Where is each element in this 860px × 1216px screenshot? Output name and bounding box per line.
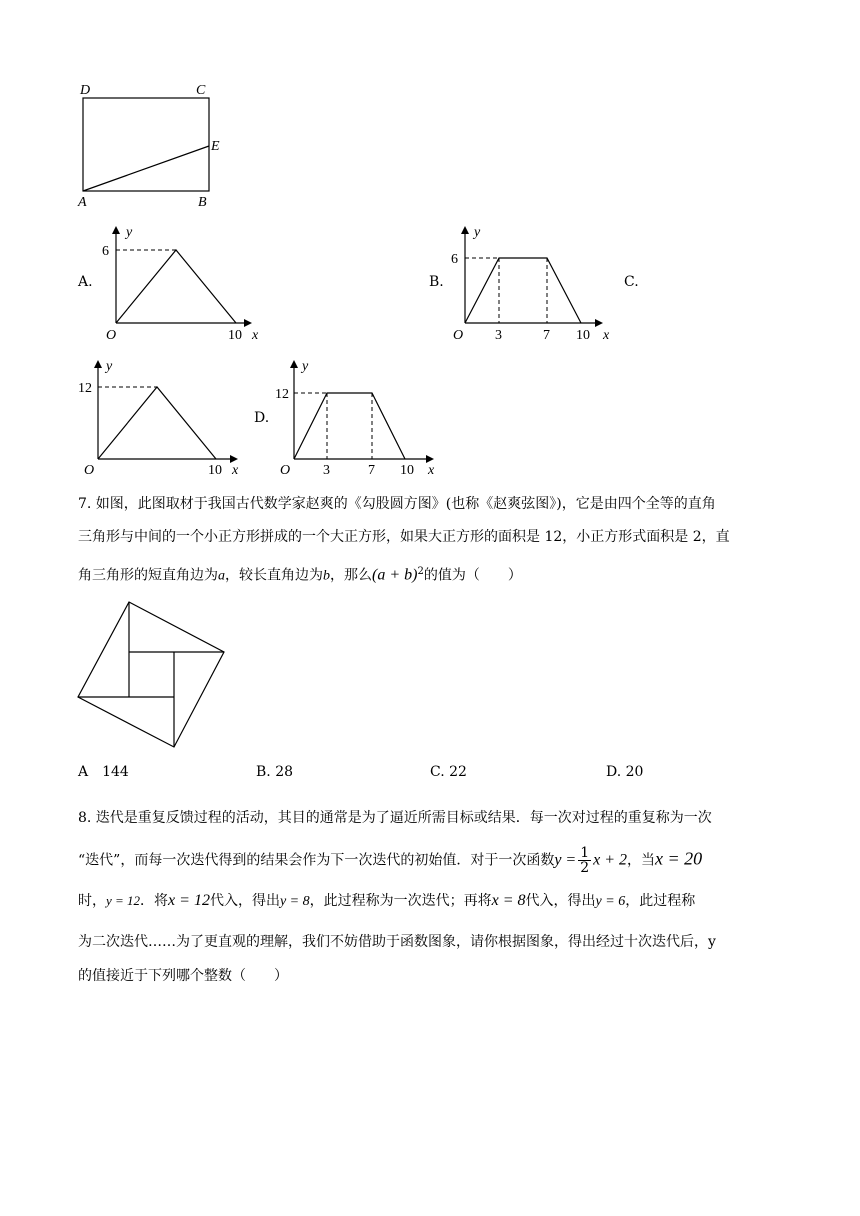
vertex-c-label: C	[196, 83, 206, 98]
option-a-label: A.	[78, 274, 93, 290]
option-b-y-axis-label: y	[474, 225, 481, 240]
option-a-x-mark-10: 10	[228, 328, 242, 343]
q8-line-3-part-e: 代入，得出	[525, 893, 596, 909]
option-d-origin-label: O	[280, 463, 291, 478]
q7-choice-b: B. 28	[256, 764, 294, 780]
option-d-y-axis-label: y	[302, 359, 309, 374]
option-d-label: D.	[254, 410, 270, 426]
q8-line-2	[78, 846, 702, 875]
q8-fraction-half	[578, 846, 591, 875]
q8-expr-x8: x = 8	[491, 892, 526, 909]
option-d-x-mark-3: 3	[323, 463, 330, 478]
option-c-y-mark: 12	[78, 381, 92, 396]
q8-function-rhs: x + 2	[593, 851, 628, 869]
option-d-x-mark-7: 7	[368, 463, 375, 478]
vertex-e-label: E	[211, 139, 220, 154]
q8-fraction-denominator: 2	[580, 860, 590, 876]
q7-expression-exponent: 2	[417, 566, 424, 577]
q8-line-2-part-a: “迭代”，而每一次迭代得到的结果会作为下一次迭代的初始值．对于一次函数	[78, 852, 555, 869]
rectangle-figure	[70, 78, 240, 212]
option-d-y-mark: 12	[275, 387, 289, 402]
vertex-b-label: B	[198, 195, 207, 210]
q7-line-1: 7. 如图，此图取材于我国古代数学家赵爽的《勾股圆方图》(也称《赵爽弦图》)，它是由四个全等的直角	[78, 496, 716, 512]
q8-line-4: 为二次迭代……为了更直观的理解，我们不妨借助于函数图象，请你根据图象，得出经过十次迭代后，y	[78, 934, 716, 950]
q8-expr-y8: y = 8	[279, 894, 310, 909]
vertex-a-label: A	[78, 195, 87, 210]
option-a-y-axis-label: y	[126, 225, 133, 240]
option-a-y-mark: 6	[102, 244, 109, 259]
option-c-graph	[76, 356, 256, 480]
option-b-y-mark: 6	[451, 252, 458, 267]
q8-line-3-part-a: 时，	[78, 893, 106, 909]
option-c-y-axis-label: y	[106, 359, 113, 374]
option-a-origin-label: O	[106, 328, 117, 343]
vertex-d-label: D	[80, 83, 91, 98]
q8-line-1: 8. 迭代是重复反馈过程的活动，其目的通常是为了逼近所需目标或结果．每一次对过程的重复称为一次	[78, 810, 712, 826]
q7-choice-d: D. 20	[606, 764, 644, 780]
q8-fraction-numerator: 1	[580, 845, 590, 861]
option-b-graph	[443, 222, 623, 346]
q7-var-a: a	[218, 568, 225, 584]
option-b-x-mark-3: 3	[495, 328, 502, 343]
q8-line-3-part-d: ，此过程称为一次迭代；再将	[309, 893, 492, 909]
q8-expr-y6: y = 6	[595, 894, 626, 909]
zhao-shuang-chord-figure	[70, 596, 240, 756]
option-d-x-mark-10: 10	[400, 463, 414, 478]
q7-line-3-part-c: ，那么	[330, 567, 372, 584]
q7-line-3-part-a: 角三角形的短直角边为	[78, 567, 218, 584]
q7-line-3	[78, 562, 522, 587]
q8-line-3	[78, 891, 695, 912]
q8-expr-x12: x = 12	[168, 892, 210, 909]
option-d-graph	[272, 356, 452, 480]
q7-var-b: b	[323, 568, 330, 584]
option-a-graph	[92, 222, 272, 346]
option-b-label: B.	[429, 274, 444, 290]
option-b-x-mark-7: 7	[543, 328, 550, 343]
q8-expr-y12: y = 12	[106, 893, 141, 908]
q7-line-3-part-b: ，较长直角边为	[225, 567, 323, 584]
option-c-x-axis-label: x	[232, 463, 239, 478]
q8-line-5: 的值接近于下列哪个整数（ ）	[78, 968, 288, 984]
q8-line-3-part-f: ，此过程称	[625, 893, 696, 909]
q7-line-2: 三角形与中间的一个小正方形拼成的一个大正方形，如果大正方形的面积是 12，小正方形式面积是 2，直	[78, 529, 730, 545]
option-b-x-mark-10: 10	[576, 328, 590, 343]
q8-line-3-part-b: ．将	[140, 893, 169, 909]
option-a-x-axis-label: x	[252, 328, 259, 343]
q7-choice-a: A 144	[78, 764, 129, 780]
q7-expression: (a + b)	[372, 566, 418, 584]
option-b-origin-label: O	[453, 328, 464, 343]
q8-function-lhs: y =	[554, 851, 577, 869]
option-c-origin-label: O	[84, 463, 95, 478]
q8-line-2-part-b: ，当	[627, 852, 656, 869]
q8-line-3-part-c: 代入，得出	[209, 893, 280, 909]
option-d-x-axis-label: x	[428, 463, 435, 478]
option-c-label: C.	[624, 274, 639, 290]
option-b-x-axis-label: x	[603, 328, 610, 343]
option-c-x-mark-10: 10	[208, 463, 222, 478]
q8-condition-x: x = 20	[655, 848, 703, 869]
q7-line-3-part-d: 的值为（ ）	[423, 567, 522, 584]
q7-choice-c: C. 22	[430, 764, 467, 780]
